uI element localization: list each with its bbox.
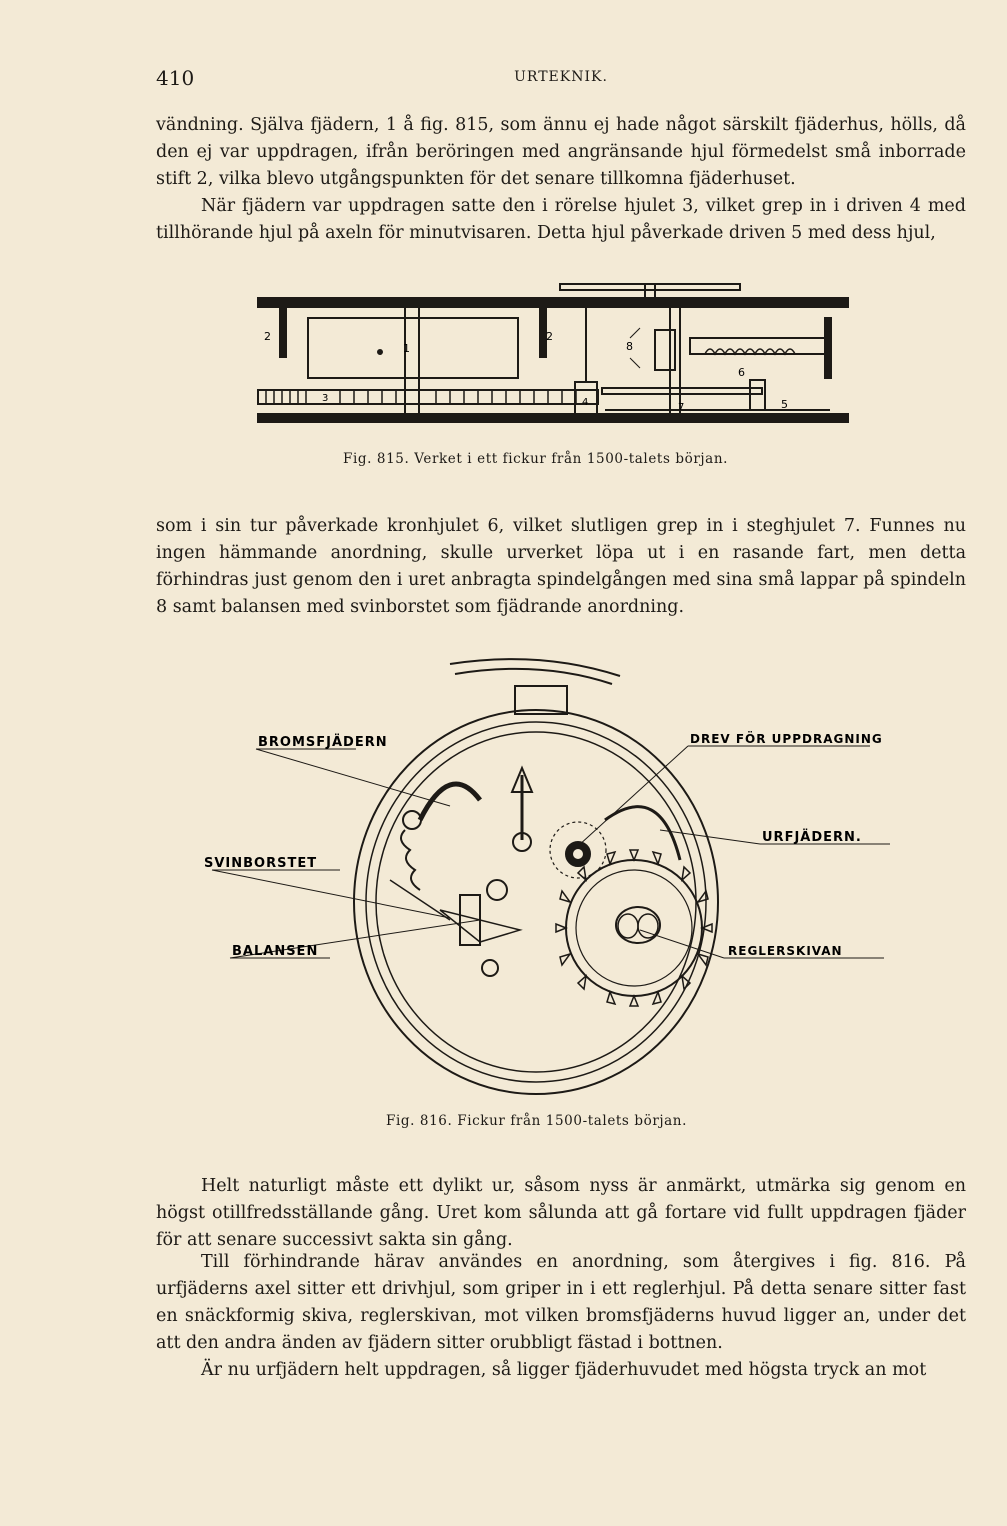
label-5: 5	[781, 398, 788, 411]
mainspring-arc	[605, 807, 680, 860]
label-bromsfjadern: BROMSFJÄDERN	[258, 735, 388, 750]
label-8: 8	[626, 340, 633, 353]
label-3: 3	[322, 393, 329, 404]
bow	[450, 659, 620, 676]
figure-816-diagram	[150, 650, 910, 1120]
minute-wheel	[602, 388, 762, 394]
label-1: 1	[403, 342, 410, 355]
label-2a: 2	[264, 330, 271, 343]
label-4: 4	[582, 397, 589, 408]
label-6: 6	[738, 366, 745, 379]
figure-815-diagram	[250, 278, 860, 440]
label-7: 7	[678, 402, 685, 413]
paragraph-4: Helt naturligt måste ett dylikt ur, såsom nyss är anmärkt, utmärka sig genom en högst otillfredsställande gång. Uret kom sålunda att gå fortare vid fullt uppdragen fjäder för att senare successivt sakta sin gång.	[156, 1176, 966, 1250]
page-number: 410	[156, 66, 195, 90]
paragraph-5: Till förhindrande härav användes en anordning, som återgives i fig. 816. På urfjäderns axel sitter ett drivhjul, som griper in i ett reglerhjul. På detta senare sitter fast en snäckformig skiva, reglerskivan, mot vilken bromsfjäderns huvud ligger an, under det att den andra änden av fjädern sitter orubbligt fästad i bottnen.	[156, 1252, 966, 1353]
paragraph-2: När fjädern var uppdragen satte den i rörelse hjulet 3, vilket grep in i driven 4 med tillhörande hjul på axeln för minutvisaren. Detta hjul påverkade driven 5 med dess hjul,	[156, 196, 966, 243]
label-balansen: BALANSEN	[232, 944, 319, 959]
figure-816-caption: Fig. 816. Fickur från 1500-talets början.	[386, 1113, 687, 1129]
top-plate	[258, 298, 848, 307]
brake-spring	[420, 784, 480, 820]
case-outer	[354, 710, 718, 1094]
label-2b: 2	[546, 330, 553, 343]
balance	[487, 880, 507, 900]
paragraph-1: vändning. Själva fjädern, 1 å fig. 815, som ännu ej hade något särskilt fjäderhus, hölls, då den ej var uppdragen, ifrån beröringen med angränsande hjul förmedelst små inborrade stift 2, vilka blevo utgångspunkten för det senare tillkomna fjäderhuset.	[156, 115, 966, 189]
page-header	[156, 66, 966, 90]
paragraph-3: som i sin tur påverkade kronhjulet 6, vilket slutligen grep in i steghjulet 7. Funnes nu ingen hämmande anordning, skulle urverket löpa ut i en rasande fart, men detta förhindras just genom den i uret anbragta spindelgången med sina små lappar på spindeln 8 samt balansen med svinborstet som fjädrande anordning.	[156, 516, 966, 617]
label-svinborstet: SVINBORSTET	[204, 856, 318, 871]
paragraph-6: Är nu urfjädern helt uppdragen, så ligger fjäderhuvudet med högsta tryck an mot	[201, 1360, 927, 1380]
label-reglerskivan: REGLERSKIVAN	[728, 944, 843, 958]
balance-cock	[560, 284, 740, 290]
bottom-plate	[258, 414, 848, 422]
running-head: URTEKNIK.	[514, 69, 608, 85]
label-drev: DREV FÖR UPPDRAGNING	[690, 732, 883, 746]
wheel-3	[258, 390, 598, 404]
label-urfjadern: URFJÄDERN.	[762, 830, 862, 845]
mainspring	[308, 318, 518, 378]
figure-815-caption: Fig. 815. Verket i ett fickur från 1500-talets början.	[343, 451, 729, 467]
